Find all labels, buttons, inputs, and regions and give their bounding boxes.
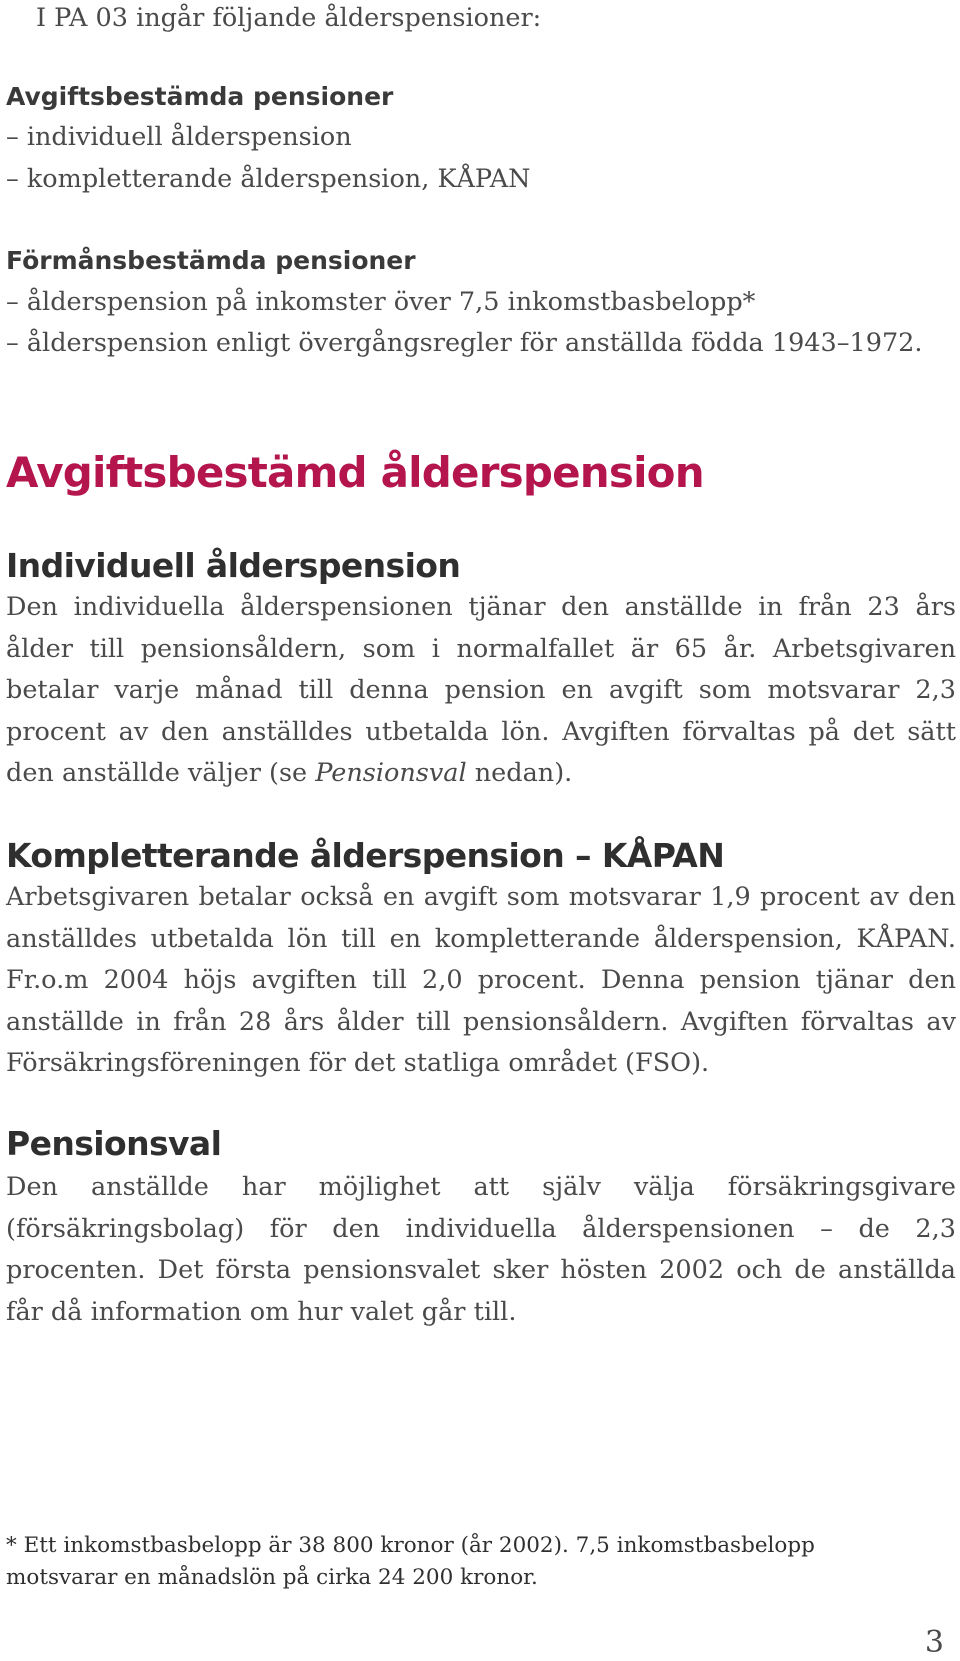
main-title: Avgiftsbestämd ålderspension <box>6 448 704 497</box>
section-text-individual <box>6 587 956 795</box>
list-heading-defined-contribution: Avgiftsbestämda pensioner <box>6 82 394 111</box>
list-item: – ålderspension på inkomster över 7,5 inkomstbasbelopp* <box>6 287 756 317</box>
section-text-pensionsval: Den anställde har möjlighet att själv välja försäkringsgivare (försäkringsbolag) för den individuella ålderspensionen – de 2,3 procenten. Det första pensionsvalet sker hösten 2002 och de anställda får då information om hur valet går till. <box>6 1172 956 1327</box>
section-text-part: Den individuella ålderspensionen tjänar den anställde in från 23 års ålder till pensionsåldern, som i normalfallet är 65 år. Arbetsgivaren betalar varje månad till denna pension en avgift som motsvarar 2,3 procent av den anställdes utbetalda lön. Avgiften förvaltas på det sätt den anställde väljer (se <box>6 592 956 788</box>
section-text-kapan: Arbetsgivaren betalar också en avgift som motsvarar 1,9 procent av den anställdes utbetalda lön till en kompletterande ålderspension, KÅPAN. Fr.o.m 2004 höjs avgiften till 2,0 procent. Denna pension tjänar den anställde in från 28 års ålder till pensionsåldern. Avgiften förvaltas av Försäkringsföreningen för det statliga området (FSO). <box>6 882 956 1078</box>
intro-text: I PA 03 ingår följande ålderspensioner: <box>36 3 542 33</box>
section-title-individual: Individuell ålderspension <box>6 546 461 585</box>
list-item: – ålderspension enligt övergångsregler för anställda födda 1943–1972. <box>6 328 923 358</box>
footnote-line: * Ett inkomstbasbelopp är 38 800 kronor (år 2002). 7,5 inkomstbasbelopp <box>6 1533 815 1558</box>
list-item: – individuell ålderspension <box>6 122 352 152</box>
section-title-pensionsval: Pensionsval <box>6 1124 222 1163</box>
pensionsval-reference: Pensionsval <box>315 758 467 788</box>
section-text-part: nedan). <box>466 758 573 788</box>
list-item: – kompletterande ålderspension, KÅPAN <box>6 164 531 194</box>
page-number: 3 <box>924 1625 944 1660</box>
list-heading-defined-benefit: Förmånsbestämda pensioner <box>6 246 416 275</box>
section-title-kapan: Kompletterande ålderspension – KÅPAN <box>6 836 725 875</box>
footnote-line: motsvarar en månadslön på cirka 24 200 kronor. <box>6 1565 538 1590</box>
